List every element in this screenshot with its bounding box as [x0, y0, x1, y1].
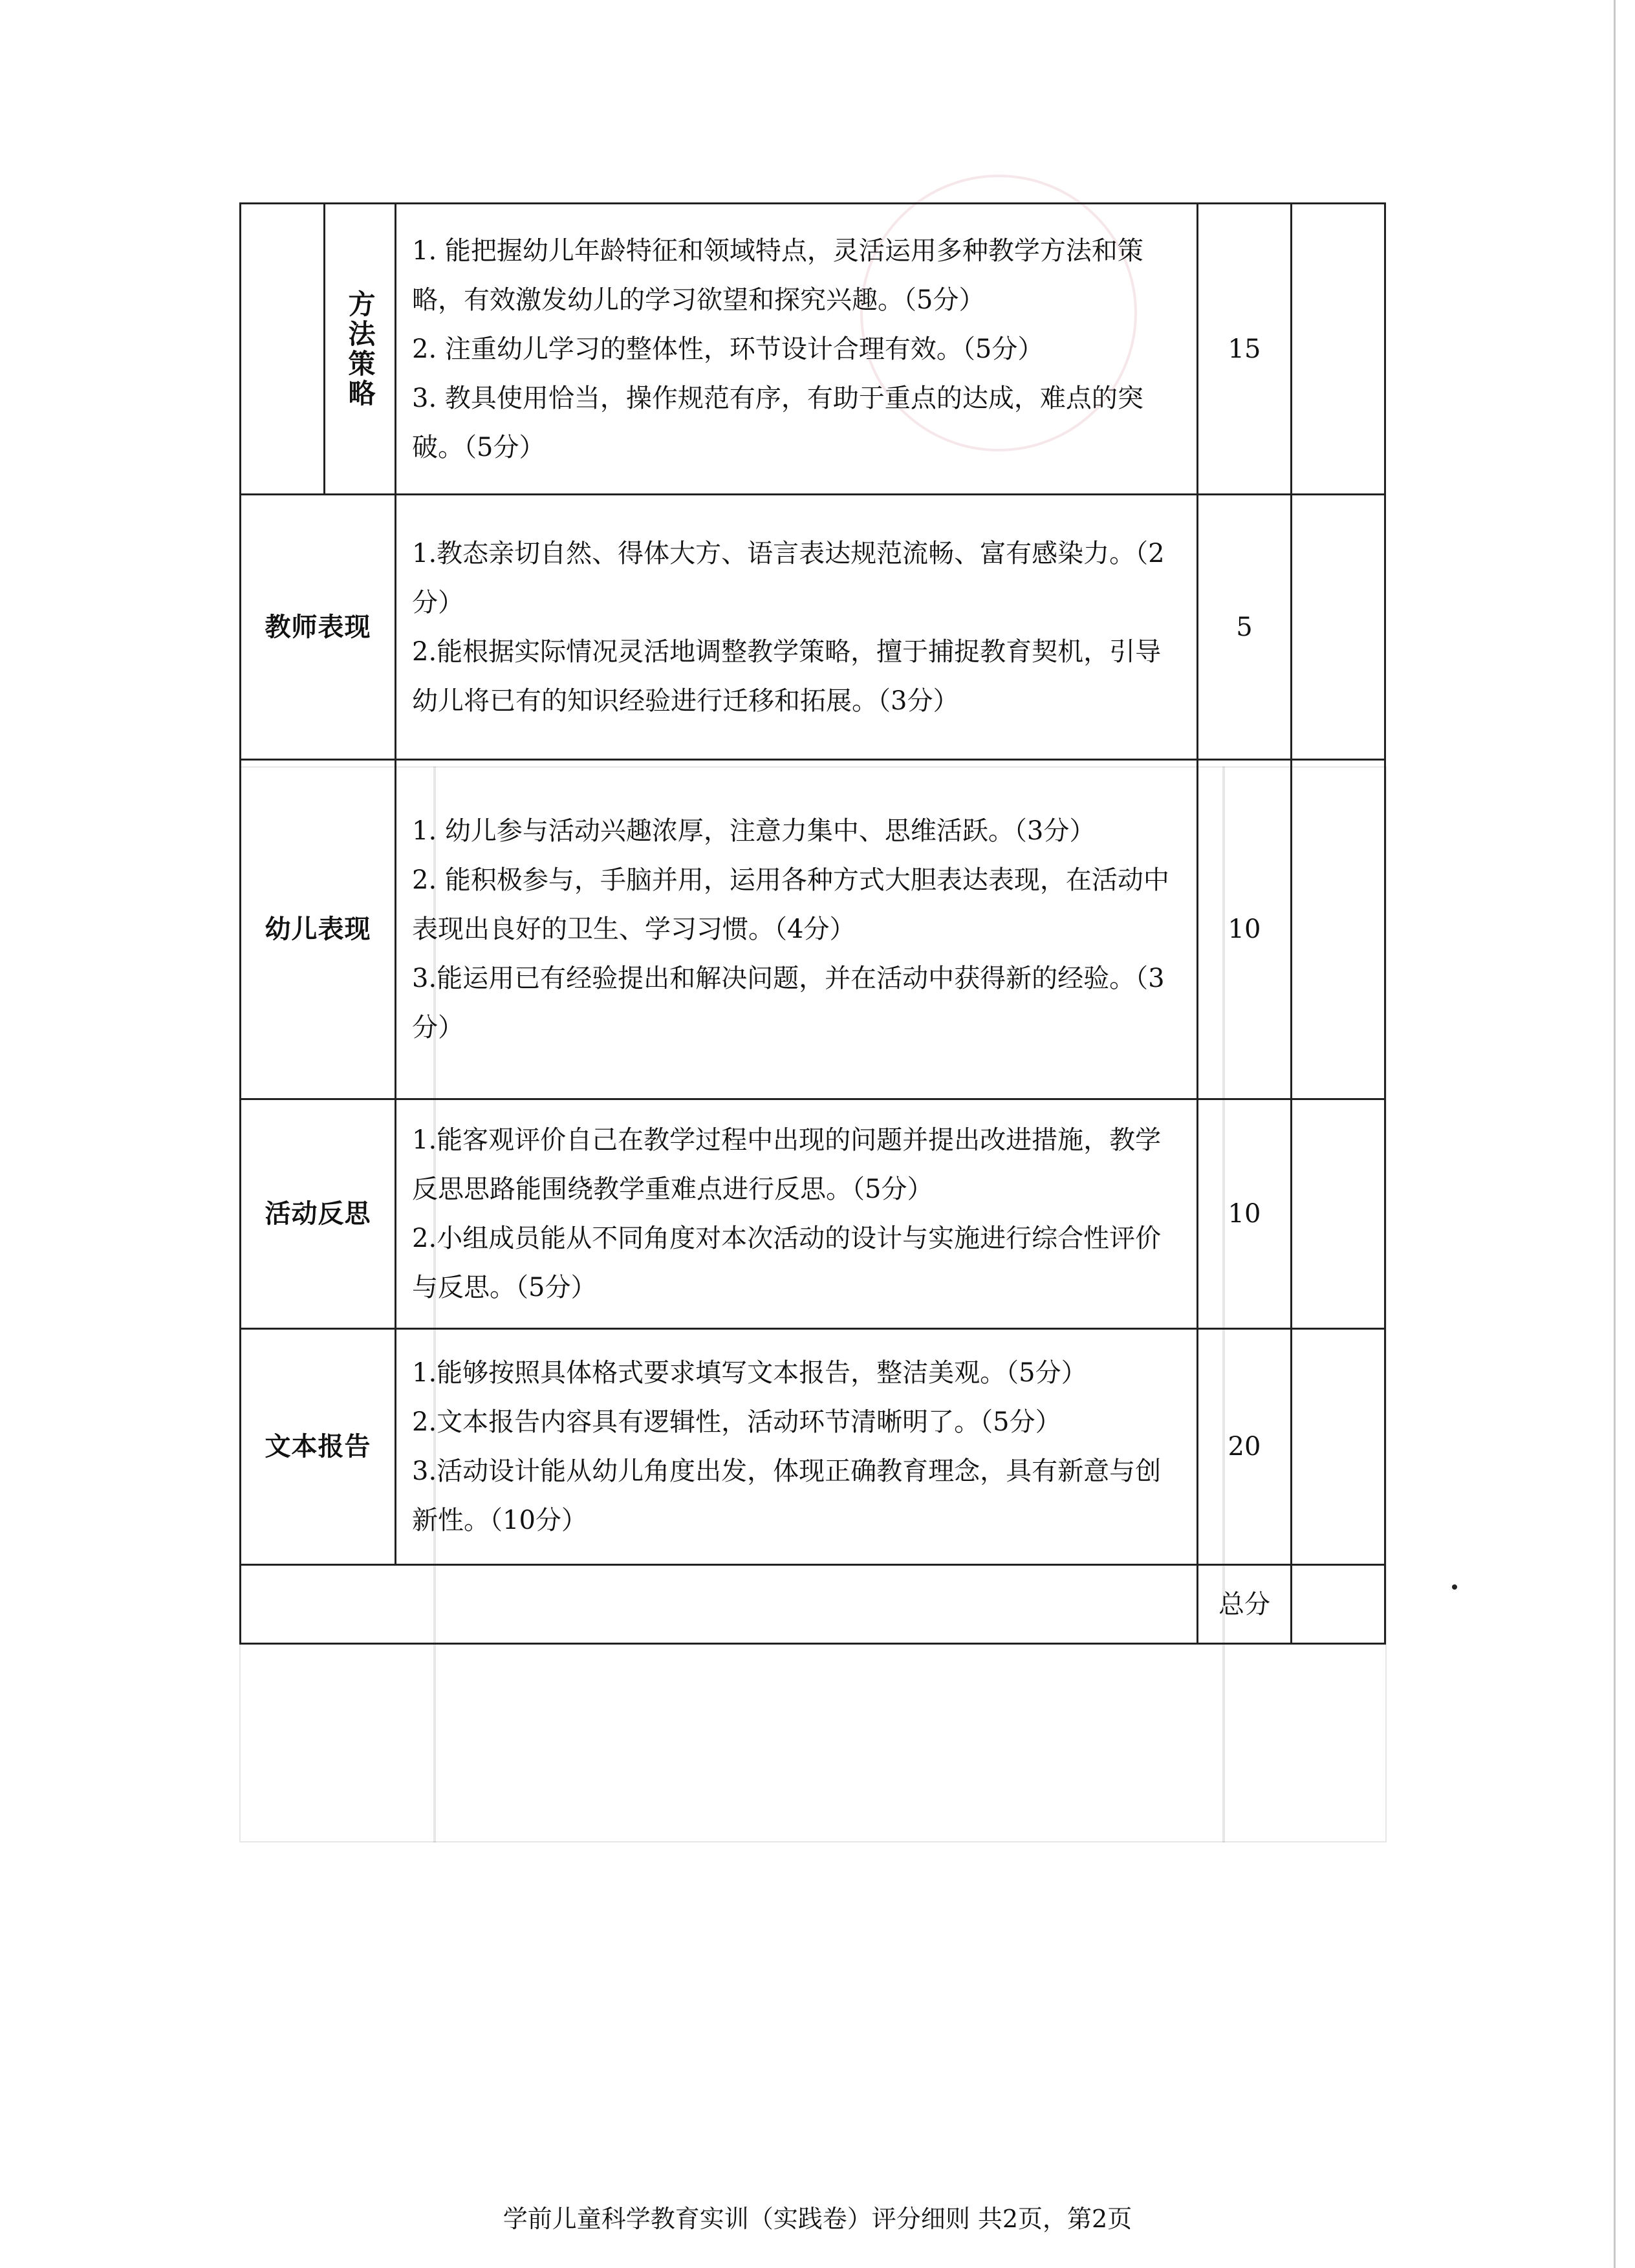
scoring-table [239, 202, 1386, 1645]
criterion: 3. 教具使用恰当，操作规范有序，有助于重点的达成，难点的突破。（5分） [412, 383, 1143, 462]
category-cell [325, 204, 396, 495]
criterion: 2.能根据实际情况灵活地调整教学策略，擅于捕捉教育契机，引导幼儿将已有的知识经验进行迁移和拓展。（3分） [412, 636, 1162, 716]
criteria-cell [396, 495, 1198, 760]
criteria-cell [396, 1099, 1198, 1329]
table-row [241, 1329, 1385, 1565]
blank-category-cell [241, 204, 325, 495]
total-score-cell [1292, 1565, 1385, 1644]
score-cell: 20 [1198, 1329, 1292, 1565]
table-row [241, 1099, 1385, 1329]
criterion: 2. 注重幼儿学习的整体性，环节设计合理有效。（5分） [412, 334, 1044, 364]
criterion: 3.活动设计能从幼儿角度出发，体现正确教育理念，具有新意与创新性。（10分） [412, 1456, 1162, 1535]
total-row [241, 1565, 1385, 1644]
points-earned-cell [1292, 495, 1385, 760]
criterion: 1. 幼儿参与活动兴趣浓厚，注意力集中、思维活跃。（3分） [412, 816, 1096, 846]
total-label: 总分 [1198, 1565, 1292, 1644]
total-blank-cell [241, 1565, 1198, 1644]
criteria-cell [396, 760, 1198, 1099]
points-earned-cell [1292, 760, 1385, 1099]
points-earned-cell [1292, 1329, 1385, 1565]
score-cell: 5 [1198, 495, 1292, 760]
category-label: 方法策略 [344, 289, 376, 409]
score-cell: 10 [1198, 1099, 1292, 1329]
points-earned-cell [1292, 204, 1385, 495]
criteria-cell [396, 1329, 1198, 1565]
criterion: 1. 能把握幼儿年龄特征和领域特点，灵活运用多种教学方法和策略，有效激发幼儿的学习欲望和探究兴趣。（5分） [412, 235, 1143, 315]
criterion: 2. 能积极参与，手脑并用，运用各种方式大胆表达表现，在活动中表现出良好的卫生、学习习惯。（4分） [412, 865, 1169, 944]
category-label: 幼儿表现 [241, 760, 396, 1099]
criteria-cell [396, 204, 1198, 495]
table-row [241, 760, 1385, 1099]
category-label: 教师表现 [241, 495, 396, 760]
score-cell: 10 [1198, 760, 1292, 1099]
criterion: 1.能客观评价自己在教学过程中出现的问题并提出改进措施，教学反思思路能围绕教学重难点进行反思。（5分） [412, 1125, 1162, 1204]
criterion: 2.小组成员能从不同角度对本次活动的设计与实施进行综合性评价与反思。（5分） [412, 1224, 1162, 1302]
scan-speck [1452, 1584, 1457, 1590]
table-row [241, 495, 1385, 760]
criterion: 3.能运用已有经验提出和解决问题，并在活动中获得新的经验。（3分） [412, 964, 1165, 1042]
category-label: 活动反思 [241, 1099, 396, 1329]
criterion: 1.教态亲切自然、得体大方、语言表达规范流畅、富有感染力。（2分） [412, 538, 1165, 618]
table-row [241, 204, 1385, 495]
points-earned-cell [1292, 1099, 1385, 1329]
criterion: 2.文本报告内容具有逻辑性，活动环节清晰明了。（5分） [412, 1407, 1061, 1437]
score-cell: 15 [1198, 204, 1292, 495]
criterion: 1.能够按照具体格式要求填写文本报告，整洁美观。（5分） [412, 1358, 1087, 1388]
page-footer: 学前儿童科学教育实训（实践卷）评分细则 共2页，第2页 [503, 2205, 1132, 2233]
category-label: 文本报告 [241, 1329, 396, 1565]
